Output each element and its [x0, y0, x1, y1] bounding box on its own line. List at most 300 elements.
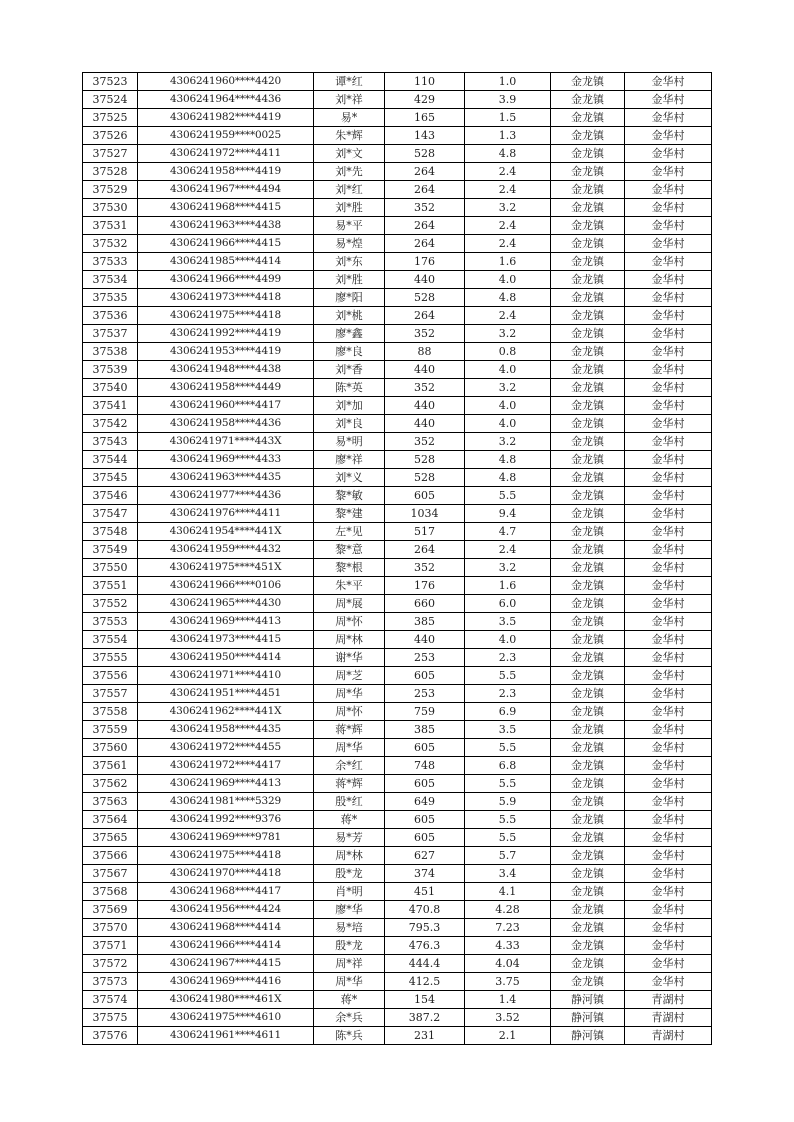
- cell-village: 金华村: [625, 775, 712, 793]
- cell-name: 廖*祥: [314, 451, 385, 469]
- cell-town: 金龙镇: [551, 703, 625, 721]
- table-body: [83, 73, 712, 1045]
- cell-row-number: 37568: [83, 883, 138, 901]
- cell-town: 金龙镇: [551, 325, 625, 343]
- cell-village: 金华村: [625, 919, 712, 937]
- cell-town: 金龙镇: [551, 433, 625, 451]
- cell-village: 金华村: [625, 397, 712, 415]
- cell-village: 金华村: [625, 523, 712, 541]
- cell-village: 金华村: [625, 955, 712, 973]
- cell-village: 金华村: [625, 793, 712, 811]
- data-table: [82, 72, 712, 1045]
- cell-area: 7.23: [465, 919, 551, 937]
- cell-village: 金华村: [625, 883, 712, 901]
- table-row: [83, 163, 712, 181]
- cell-area: 3.2: [465, 433, 551, 451]
- cell-area: 1.6: [465, 577, 551, 595]
- cell-name: 周*怀: [314, 703, 385, 721]
- cell-village: 金华村: [625, 865, 712, 883]
- cell-village: 金华村: [625, 91, 712, 109]
- cell-row-number: 37548: [83, 523, 138, 541]
- cell-amount: 748: [385, 757, 465, 775]
- cell-id-number: 4306241958****4435: [138, 721, 314, 739]
- cell-area: 5.5: [465, 739, 551, 757]
- cell-town: 金龙镇: [551, 307, 625, 325]
- table-row: [83, 523, 712, 541]
- cell-amount: 385: [385, 613, 465, 631]
- cell-id-number: 4306241969****4413: [138, 775, 314, 793]
- cell-town: 金龙镇: [551, 919, 625, 937]
- cell-name: 黎*建: [314, 505, 385, 523]
- cell-village: 金华村: [625, 307, 712, 325]
- cell-id-number: 4306241964****4436: [138, 91, 314, 109]
- cell-row-number: 37534: [83, 271, 138, 289]
- cell-name: 朱*平: [314, 577, 385, 595]
- cell-area: 4.28: [465, 901, 551, 919]
- cell-village: 金华村: [625, 703, 712, 721]
- cell-name: 刘*文: [314, 145, 385, 163]
- cell-row-number: 37531: [83, 217, 138, 235]
- cell-village: 金华村: [625, 631, 712, 649]
- cell-village: 金华村: [625, 361, 712, 379]
- cell-town: 金龙镇: [551, 397, 625, 415]
- cell-area: 3.2: [465, 379, 551, 397]
- table-row: [83, 667, 712, 685]
- cell-id-number: 4306241959****4432: [138, 541, 314, 559]
- cell-name: 刘*加: [314, 397, 385, 415]
- cell-area: 4.0: [465, 631, 551, 649]
- cell-town: 金龙镇: [551, 109, 625, 127]
- cell-row-number: 37538: [83, 343, 138, 361]
- cell-area: 4.33: [465, 937, 551, 955]
- cell-id-number: 4306241966****4499: [138, 271, 314, 289]
- table-row: [83, 811, 712, 829]
- table-row: [83, 955, 712, 973]
- cell-area: 2.3: [465, 685, 551, 703]
- cell-row-number: 37556: [83, 667, 138, 685]
- table-row: [83, 757, 712, 775]
- cell-name: 殷*龙: [314, 865, 385, 883]
- cell-village: 金华村: [625, 937, 712, 955]
- cell-row-number: 37536: [83, 307, 138, 325]
- cell-id-number: 4306241976****4411: [138, 505, 314, 523]
- cell-area: 6.9: [465, 703, 551, 721]
- cell-village: 金华村: [625, 181, 712, 199]
- cell-id-number: 4306241972****4411: [138, 145, 314, 163]
- cell-id-number: 4306241968****4417: [138, 883, 314, 901]
- cell-row-number: 37527: [83, 145, 138, 163]
- cell-amount: 470.8: [385, 901, 465, 919]
- cell-id-number: 4306241972****4455: [138, 739, 314, 757]
- cell-village: 金华村: [625, 505, 712, 523]
- table-row: [83, 703, 712, 721]
- cell-id-number: 4306241969****9781: [138, 829, 314, 847]
- cell-id-number: 4306241992****4419: [138, 325, 314, 343]
- table-row: [83, 415, 712, 433]
- cell-amount: 264: [385, 217, 465, 235]
- cell-town: 金龙镇: [551, 523, 625, 541]
- cell-amount: 387.2: [385, 1009, 465, 1027]
- cell-id-number: 4306241953****4419: [138, 343, 314, 361]
- cell-amount: 253: [385, 685, 465, 703]
- cell-village: 金华村: [625, 667, 712, 685]
- cell-town: 金龙镇: [551, 451, 625, 469]
- cell-id-number: 4306241975****4418: [138, 847, 314, 865]
- table-row: [83, 289, 712, 307]
- cell-area: 3.75: [465, 973, 551, 991]
- cell-amount: 528: [385, 289, 465, 307]
- table-row: [83, 793, 712, 811]
- cell-row-number: 37552: [83, 595, 138, 613]
- cell-name: 周*华: [314, 739, 385, 757]
- cell-area: 1.0: [465, 73, 551, 91]
- cell-area: 5.9: [465, 793, 551, 811]
- cell-area: 4.0: [465, 397, 551, 415]
- cell-town: 静河镇: [551, 1027, 625, 1045]
- cell-area: 4.0: [465, 415, 551, 433]
- cell-town: 金龙镇: [551, 775, 625, 793]
- cell-town: 金龙镇: [551, 217, 625, 235]
- cell-village: 金华村: [625, 577, 712, 595]
- cell-area: 3.4: [465, 865, 551, 883]
- cell-area: 5.5: [465, 811, 551, 829]
- cell-row-number: 37562: [83, 775, 138, 793]
- cell-id-number: 4306241958****4449: [138, 379, 314, 397]
- cell-id-number: 4306241950****4414: [138, 649, 314, 667]
- cell-amount: 451: [385, 883, 465, 901]
- table-row: [83, 847, 712, 865]
- cell-town: 金龙镇: [551, 163, 625, 181]
- cell-id-number: 4306241967****4415: [138, 955, 314, 973]
- cell-area: 3.2: [465, 325, 551, 343]
- table-row: [83, 217, 712, 235]
- cell-area: 1.6: [465, 253, 551, 271]
- cell-area: 5.5: [465, 487, 551, 505]
- cell-name: 刘*胜: [314, 199, 385, 217]
- cell-village: 金华村: [625, 199, 712, 217]
- cell-id-number: 4306241967****4494: [138, 181, 314, 199]
- table-row: [83, 1027, 712, 1045]
- cell-town: 金龙镇: [551, 937, 625, 955]
- cell-amount: 385: [385, 721, 465, 739]
- table-row: [83, 685, 712, 703]
- cell-id-number: 4306241958****4436: [138, 415, 314, 433]
- cell-name: 蒋*: [314, 811, 385, 829]
- cell-id-number: 4306241973****4418: [138, 289, 314, 307]
- cell-village: 金华村: [625, 271, 712, 289]
- cell-name: 黎*敏: [314, 487, 385, 505]
- cell-id-number: 4306241968****4415: [138, 199, 314, 217]
- table-row: [83, 991, 712, 1009]
- cell-town: 金龙镇: [551, 955, 625, 973]
- cell-village: 金华村: [625, 559, 712, 577]
- cell-row-number: 37545: [83, 469, 138, 487]
- cell-village: 金华村: [625, 973, 712, 991]
- cell-amount: 154: [385, 991, 465, 1009]
- cell-row-number: 37529: [83, 181, 138, 199]
- cell-town: 金龙镇: [551, 199, 625, 217]
- cell-town: 金龙镇: [551, 469, 625, 487]
- cell-town: 金龙镇: [551, 181, 625, 199]
- table-row: [83, 721, 712, 739]
- cell-amount: 517: [385, 523, 465, 541]
- cell-town: 金龙镇: [551, 757, 625, 775]
- table-row: [83, 127, 712, 145]
- cell-name: 易*平: [314, 217, 385, 235]
- cell-amount: 528: [385, 451, 465, 469]
- cell-name: 周*怀: [314, 613, 385, 631]
- cell-area: 5.7: [465, 847, 551, 865]
- cell-village: 青湖村: [625, 1009, 712, 1027]
- cell-name: 蒋*: [314, 991, 385, 1009]
- cell-area: 2.3: [465, 649, 551, 667]
- cell-village: 青湖村: [625, 1027, 712, 1045]
- cell-row-number: 37554: [83, 631, 138, 649]
- table-row: [83, 199, 712, 217]
- cell-area: 5.5: [465, 829, 551, 847]
- cell-name: 刘*红: [314, 181, 385, 199]
- cell-row-number: 37557: [83, 685, 138, 703]
- cell-name: 左*见: [314, 523, 385, 541]
- cell-village: 金华村: [625, 145, 712, 163]
- cell-name: 廖*良: [314, 343, 385, 361]
- cell-id-number: 4306241975****4610: [138, 1009, 314, 1027]
- cell-id-number: 4306241968****4414: [138, 919, 314, 937]
- cell-village: 金华村: [625, 595, 712, 613]
- cell-id-number: 4306241966****4415: [138, 235, 314, 253]
- table-row: [83, 505, 712, 523]
- cell-name: 周*华: [314, 973, 385, 991]
- cell-id-number: 4306241956****4424: [138, 901, 314, 919]
- cell-name: 易*煌: [314, 235, 385, 253]
- table-row: [83, 379, 712, 397]
- cell-amount: 528: [385, 145, 465, 163]
- cell-village: 青湖村: [625, 991, 712, 1009]
- cell-row-number: 37561: [83, 757, 138, 775]
- cell-row-number: 37537: [83, 325, 138, 343]
- cell-row-number: 37558: [83, 703, 138, 721]
- cell-town: 金龙镇: [551, 289, 625, 307]
- cell-town: 金龙镇: [551, 505, 625, 523]
- table-row: [83, 973, 712, 991]
- cell-area: 3.5: [465, 613, 551, 631]
- table-row: [83, 541, 712, 559]
- cell-row-number: 37559: [83, 721, 138, 739]
- cell-name: 周*林: [314, 847, 385, 865]
- cell-amount: 759: [385, 703, 465, 721]
- cell-amount: 264: [385, 181, 465, 199]
- cell-id-number: 4306241963****4435: [138, 469, 314, 487]
- cell-amount: 264: [385, 235, 465, 253]
- cell-village: 金华村: [625, 847, 712, 865]
- cell-town: 金龙镇: [551, 739, 625, 757]
- cell-id-number: 4306241966****0106: [138, 577, 314, 595]
- table-row: [83, 235, 712, 253]
- cell-village: 金华村: [625, 721, 712, 739]
- cell-town: 金龙镇: [551, 829, 625, 847]
- cell-town: 金龙镇: [551, 91, 625, 109]
- cell-amount: 440: [385, 361, 465, 379]
- cell-town: 金龙镇: [551, 379, 625, 397]
- cell-name: 周*华: [314, 685, 385, 703]
- cell-id-number: 4306241963****4438: [138, 217, 314, 235]
- cell-amount: 88: [385, 343, 465, 361]
- cell-row-number: 37547: [83, 505, 138, 523]
- cell-row-number: 37551: [83, 577, 138, 595]
- cell-village: 金华村: [625, 685, 712, 703]
- cell-row-number: 37541: [83, 397, 138, 415]
- cell-row-number: 37526: [83, 127, 138, 145]
- cell-town: 金龙镇: [551, 271, 625, 289]
- cell-amount: 253: [385, 649, 465, 667]
- cell-area: 3.52: [465, 1009, 551, 1027]
- cell-area: 2.4: [465, 163, 551, 181]
- cell-id-number: 4306241977****4436: [138, 487, 314, 505]
- cell-id-number: 4306241965****4430: [138, 595, 314, 613]
- cell-town: 金龙镇: [551, 865, 625, 883]
- cell-town: 金龙镇: [551, 793, 625, 811]
- cell-id-number: 4306241992****9376: [138, 811, 314, 829]
- cell-id-number: 4306241962****441X: [138, 703, 314, 721]
- cell-amount: 440: [385, 271, 465, 289]
- table-row: [83, 325, 712, 343]
- cell-id-number: 4306241960****4417: [138, 397, 314, 415]
- cell-area: 3.9: [465, 91, 551, 109]
- cell-row-number: 37533: [83, 253, 138, 271]
- cell-village: 金华村: [625, 379, 712, 397]
- cell-village: 金华村: [625, 127, 712, 145]
- cell-village: 金华村: [625, 433, 712, 451]
- table-row: [83, 307, 712, 325]
- cell-village: 金华村: [625, 613, 712, 631]
- cell-area: 5.5: [465, 775, 551, 793]
- cell-town: 金龙镇: [551, 649, 625, 667]
- cell-village: 金华村: [625, 325, 712, 343]
- cell-amount: 143: [385, 127, 465, 145]
- cell-town: 金龙镇: [551, 487, 625, 505]
- cell-village: 金华村: [625, 901, 712, 919]
- cell-row-number: 37573: [83, 973, 138, 991]
- cell-id-number: 4306241975****4418: [138, 307, 314, 325]
- cell-id-number: 4306241982****4419: [138, 109, 314, 127]
- cell-town: 金龙镇: [551, 595, 625, 613]
- table-row: [83, 577, 712, 595]
- cell-id-number: 4306241971****4410: [138, 667, 314, 685]
- cell-id-number: 4306241959****0025: [138, 127, 314, 145]
- cell-row-number: 37539: [83, 361, 138, 379]
- cell-name: 陈*兵: [314, 1027, 385, 1045]
- cell-row-number: 37549: [83, 541, 138, 559]
- cell-village: 金华村: [625, 109, 712, 127]
- cell-area: 4.8: [465, 289, 551, 307]
- cell-town: 金龙镇: [551, 415, 625, 433]
- cell-row-number: 37564: [83, 811, 138, 829]
- cell-amount: 605: [385, 811, 465, 829]
- cell-name: 刘*东: [314, 253, 385, 271]
- cell-name: 黎*根: [314, 559, 385, 577]
- table-row: [83, 883, 712, 901]
- cell-id-number: 4306241954****441X: [138, 523, 314, 541]
- table-row: [83, 829, 712, 847]
- cell-village: 金华村: [625, 73, 712, 91]
- cell-name: 易*明: [314, 433, 385, 451]
- cell-id-number: 4306241969****4433: [138, 451, 314, 469]
- cell-name: 周*祥: [314, 955, 385, 973]
- cell-name: 刘*良: [314, 415, 385, 433]
- cell-area: 2.4: [465, 217, 551, 235]
- cell-area: 2.4: [465, 307, 551, 325]
- cell-area: 3.2: [465, 559, 551, 577]
- cell-name: 肖*明: [314, 883, 385, 901]
- cell-village: 金华村: [625, 163, 712, 181]
- cell-row-number: 37546: [83, 487, 138, 505]
- cell-town: 金龙镇: [551, 721, 625, 739]
- cell-id-number: 4306241958****4419: [138, 163, 314, 181]
- cell-area: 4.8: [465, 451, 551, 469]
- cell-town: 金龙镇: [551, 235, 625, 253]
- cell-name: 殷*龙: [314, 937, 385, 955]
- table-row: [83, 343, 712, 361]
- cell-name: 谭*红: [314, 73, 385, 91]
- cell-town: 金龙镇: [551, 973, 625, 991]
- cell-village: 金华村: [625, 415, 712, 433]
- table-row: [83, 595, 712, 613]
- cell-area: 0.8: [465, 343, 551, 361]
- cell-town: 金龙镇: [551, 883, 625, 901]
- cell-area: 5.5: [465, 667, 551, 685]
- table-row: [83, 739, 712, 757]
- cell-row-number: 37571: [83, 937, 138, 955]
- cell-row-number: 37525: [83, 109, 138, 127]
- cell-area: 2.4: [465, 235, 551, 253]
- cell-amount: 429: [385, 91, 465, 109]
- cell-id-number: 4306241985****4414: [138, 253, 314, 271]
- cell-name: 刘*香: [314, 361, 385, 379]
- cell-amount: 440: [385, 631, 465, 649]
- cell-name: 周*林: [314, 631, 385, 649]
- cell-town: 金龙镇: [551, 901, 625, 919]
- cell-row-number: 37565: [83, 829, 138, 847]
- cell-village: 金华村: [625, 757, 712, 775]
- table-row: [83, 901, 712, 919]
- cell-name: 刘*先: [314, 163, 385, 181]
- cell-row-number: 37540: [83, 379, 138, 397]
- cell-name: 刘*义: [314, 469, 385, 487]
- cell-area: 2.4: [465, 181, 551, 199]
- cell-amount: 649: [385, 793, 465, 811]
- cell-name: 陈*英: [314, 379, 385, 397]
- cell-town: 金龙镇: [551, 343, 625, 361]
- cell-village: 金华村: [625, 253, 712, 271]
- table-row: [83, 775, 712, 793]
- cell-town: 金龙镇: [551, 145, 625, 163]
- cell-row-number: 37528: [83, 163, 138, 181]
- cell-town: 金龙镇: [551, 847, 625, 865]
- cell-town: 静河镇: [551, 991, 625, 1009]
- cell-area: 6.0: [465, 595, 551, 613]
- cell-name: 殷*红: [314, 793, 385, 811]
- cell-village: 金华村: [625, 343, 712, 361]
- table-row: [83, 361, 712, 379]
- cell-town: 金龙镇: [551, 361, 625, 379]
- cell-name: 余*兵: [314, 1009, 385, 1027]
- cell-area: 1.5: [465, 109, 551, 127]
- cell-name: 廖*鑫: [314, 325, 385, 343]
- cell-amount: 165: [385, 109, 465, 127]
- cell-area: 3.2: [465, 199, 551, 217]
- cell-row-number: 37567: [83, 865, 138, 883]
- cell-name: 刘*胜: [314, 271, 385, 289]
